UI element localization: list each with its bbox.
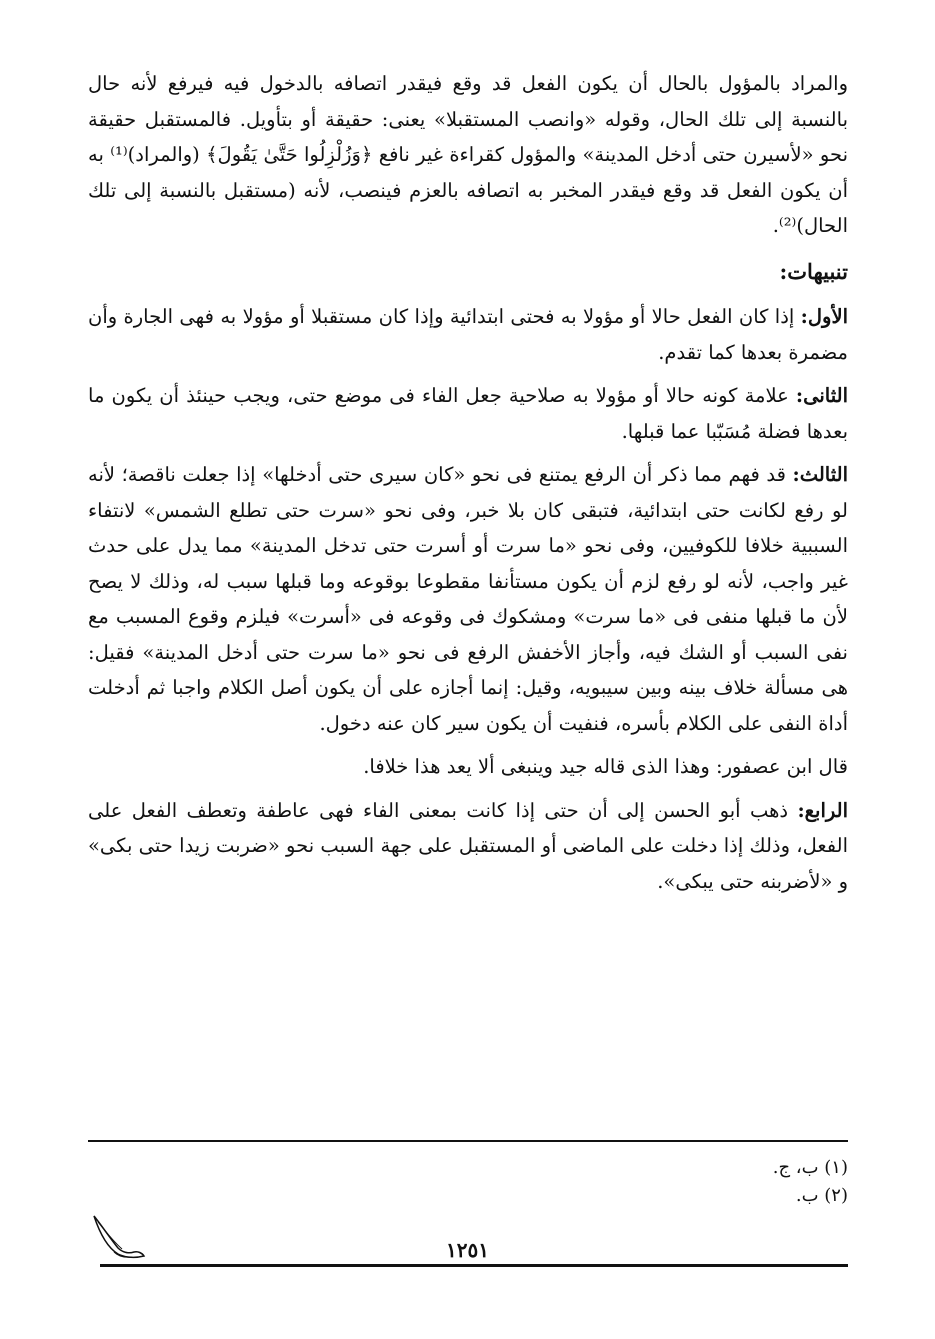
note-third-term: الثالث: — [792, 463, 848, 486]
note-second — [88, 378, 848, 449]
note-first-text: إذا كان الفعل حالا أو مؤولا به فحتى ابتدائية وإذا كان مستقبلا أو مؤولا به فهى الجارة وأن مضمرة بعدها كما تقدم. — [88, 305, 848, 364]
footnote-1: (١) ب، ج. — [772, 1157, 848, 1178]
note-fourth-term: الرابع: — [797, 798, 848, 822]
footnotes — [88, 1140, 848, 1210]
note-third — [88, 457, 848, 741]
quote-paragraph: قال ابن عصفور: وهذا الذى قاله جيد وينبغى ألا يعد هذا خلافا. — [363, 755, 848, 778]
section-heading: تنبيهات: — [779, 258, 848, 284]
main-text — [88, 66, 848, 899]
paragraph-intro: والمراد بالمؤول بالحال أن يكون الفعل قد وقع فيقدر اتصافه بالدخول فيه فيرفع لأنه حال بالنسبة إلى تلك الحال، وقوله «وانصب المستقبلا» يعنى: حقيقة أو بتأويل. فالمستقبل حقيقة نحو «لأسيرن حتى أدخل المدينة» والمؤول كقراءة غير نافع ﴿وَزُلْزِلُوا حَتَّىٰ يَقُولَ﴾ (والمراد)⁽¹⁾ به أن يكون الفعل قد وقع فيقدر المخبر به اتصافه بالعزم فينصب، لأنه (مستقبل بالنسبة إلى تلك الحال)⁽²⁾. — [88, 72, 848, 237]
note-first-term: الأول: — [800, 305, 848, 328]
note-first — [88, 299, 848, 370]
note-fourth — [88, 793, 848, 900]
note-third-text: قد فهم مما ذكر أن الرفع يمتنع فى نحو «كان سيرى حتى أدخلها» إذا جعلت ناقصة؛ لأنه لو رفع لكانت حتى ابتدائية، فتبقى كان بلا خبر، وفى نحو «سرت حتى تطلع الشمس» لانتفاء السببية خلافا للكوفيين، وفى نحو «ما سرت أو أسرت حتى تدخل المدينة» مما يدل على حدث غير واجب، لأنه لو رفع لزم أن يكون مستأنفا مقطوعا بوقوعه وما قبلها سبب له، وذلك لا يصح لأن ما قبلها منفى فى «ما سرت» ومشكوك فى وقوعه فى «أسرت» فيلزم وقوع المسبب مع نفى السبب أو الشك فيه، وأجاز الأخفش الرفع فى نحو «ما سرت حتى أدخل المدينة» فقيل: هى مسألة خلاف بينه وبين سيبويه، وقيل: إنما أجازه على أن يكون أصل الكلام واجبا ثم أدخلت أداة النفى على الكلام بأسره، فنفيت أن يكون سير كان عنه دخول. — [88, 463, 848, 735]
note-fourth-text: ذهب أبو الحسن إلى أن حتى إذا كانت بمعنى الفاء فهى عاطفة وتعطف الفعل على الفعل، وذلك إذا دخلت على الماضى أو المستقبل على جهة السبب نحو «ضربت زيدا حتى بكى» و «لأضربنه حتى يبكى». — [88, 798, 848, 893]
bottom-rule — [100, 1264, 848, 1267]
note-second-text: علامة كونه حالا أو مؤولا به صلاحية جعل الفاء فى موضع حتى، ويجب حينئذ أن يكون ما بعدها فضلة مُسَبّبا عما قبلها. — [88, 384, 848, 443]
page-number: ١٢٥١ — [446, 1238, 489, 1262]
footnote-2: (٢) ب. — [795, 1185, 848, 1206]
note-second-term: الثانى: — [795, 384, 848, 407]
